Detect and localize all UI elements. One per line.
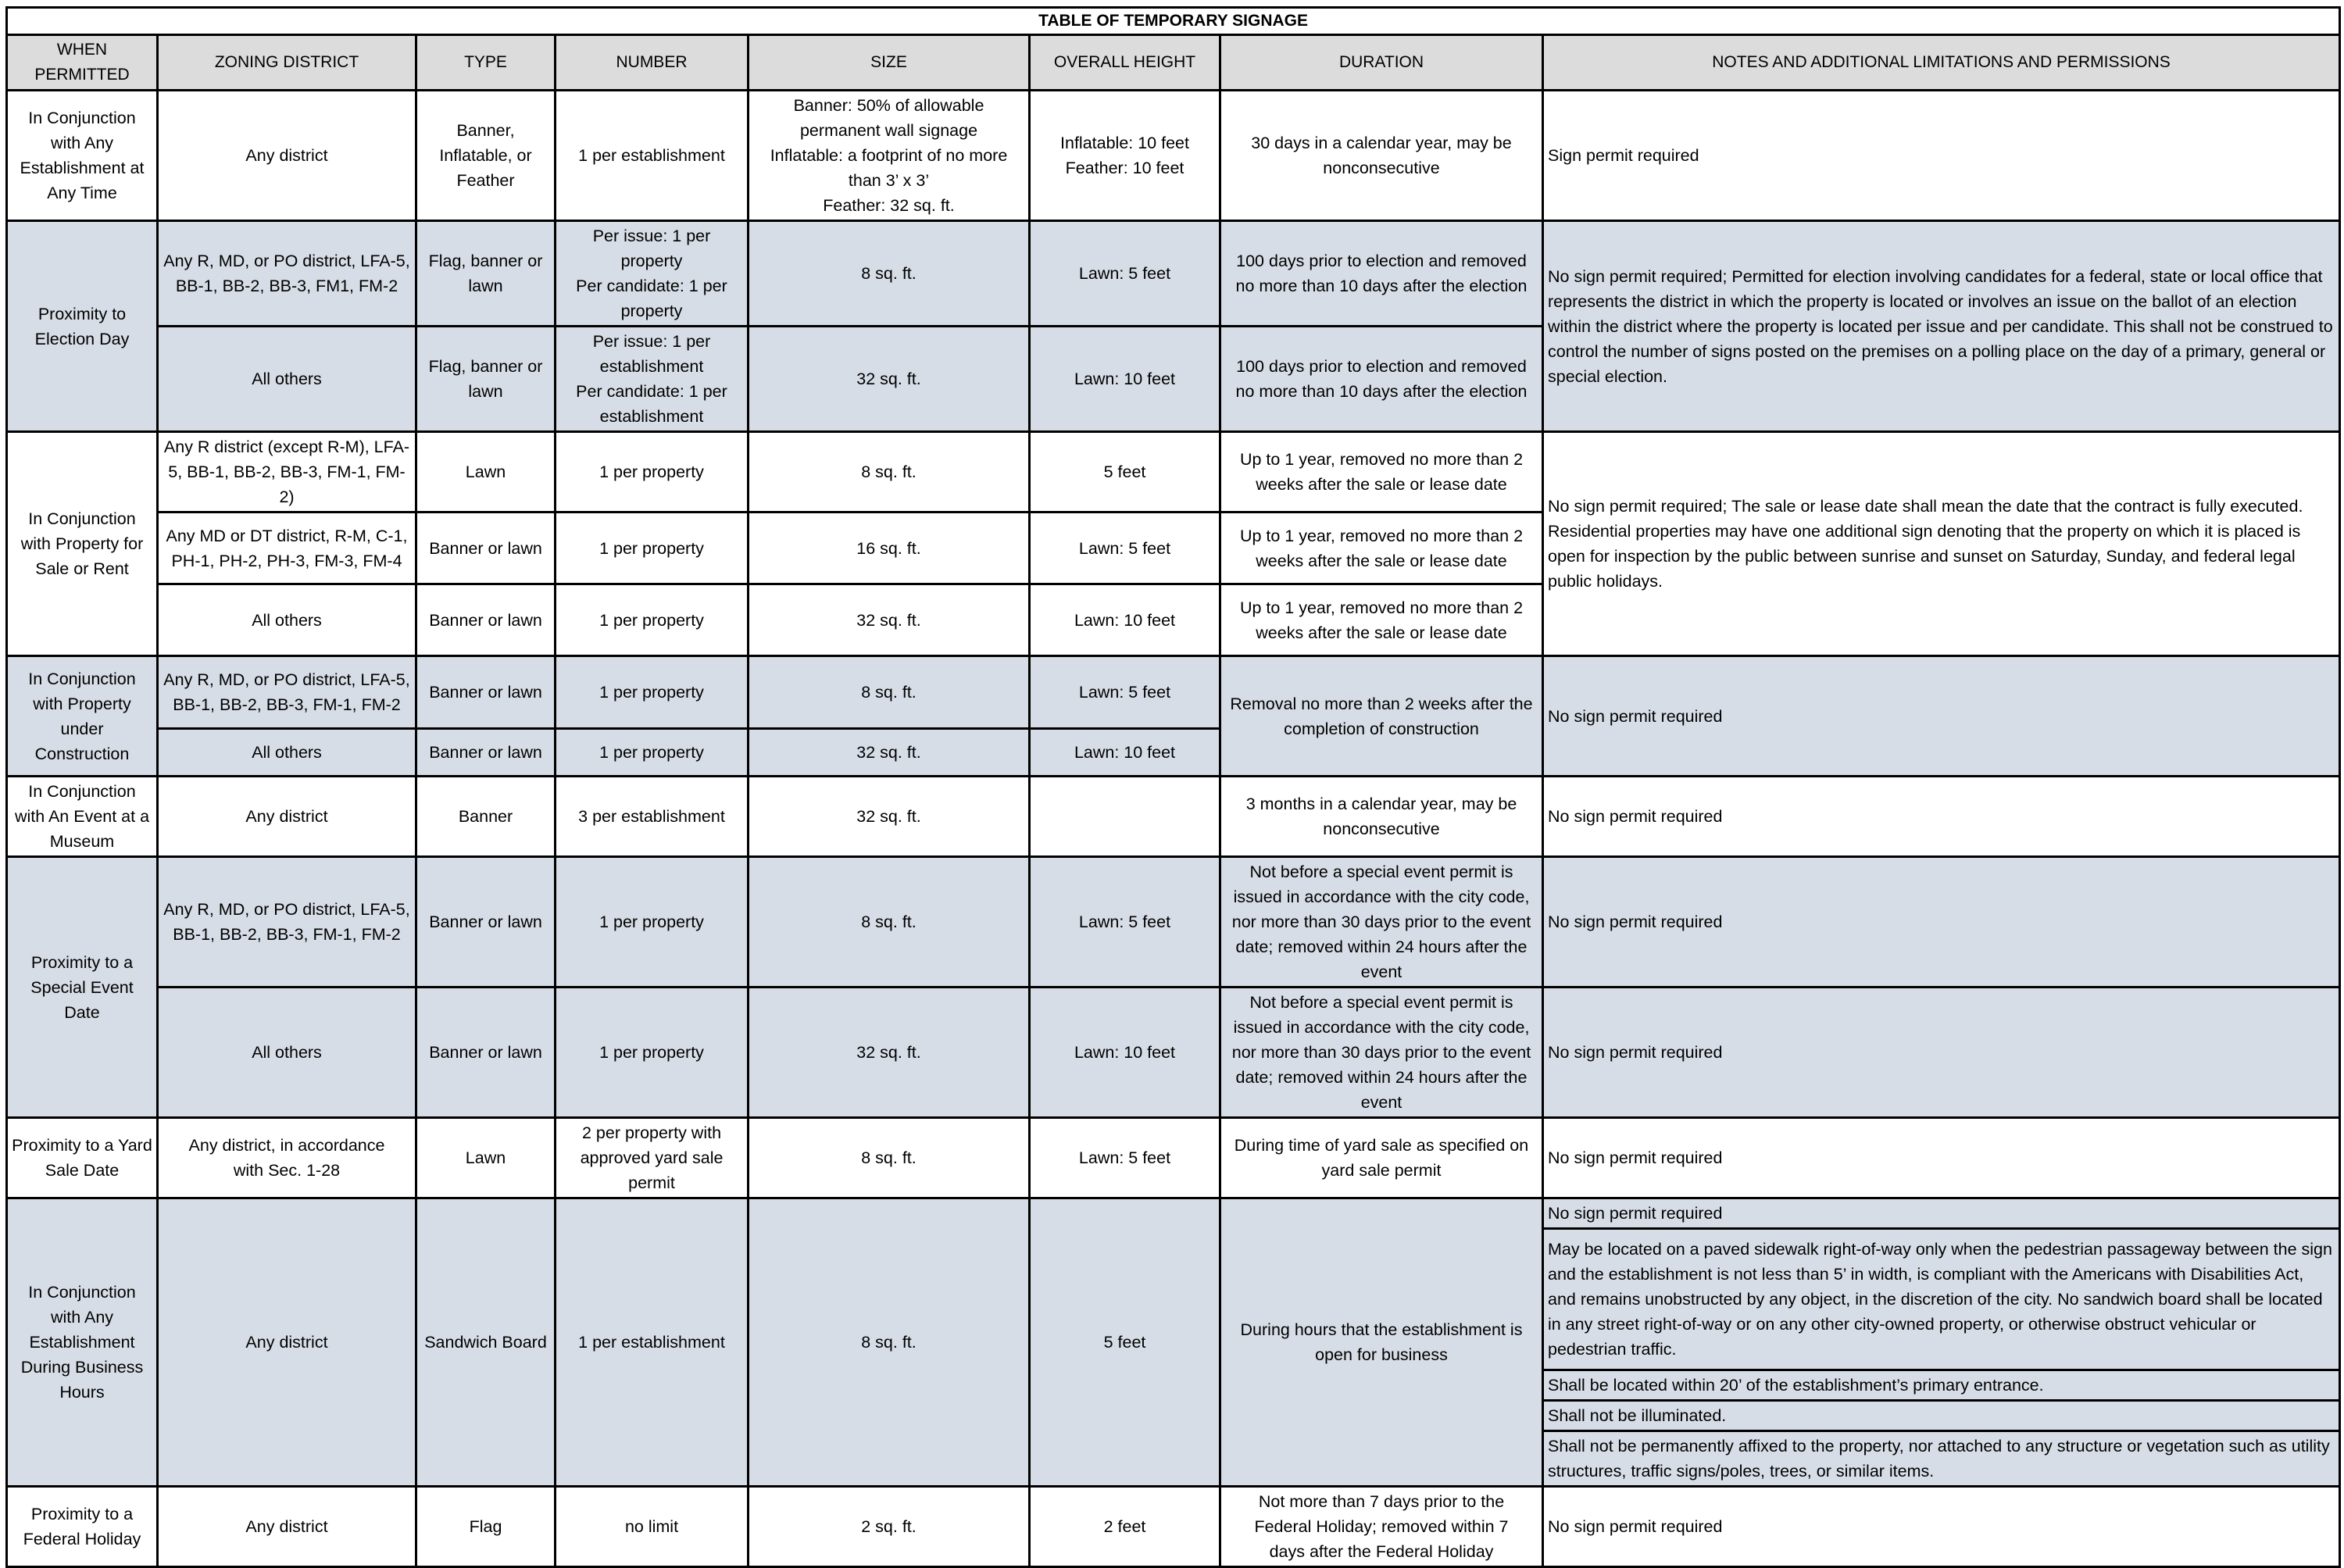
type-cell: Banner or lawn xyxy=(416,584,556,656)
number-cell: 3 per establishment xyxy=(556,777,749,857)
duration-cell: During time of yard sale as specified on yard sale permit xyxy=(1220,1118,1543,1198)
when-permitted-cell: Proximity to a Yard Sale Date xyxy=(7,1118,158,1198)
when-permitted-cell: In Conjunction with Any Establishment During Business Hours xyxy=(7,1198,158,1487)
col-header-when-permitted: WHEN PERMITTED xyxy=(7,35,158,91)
notes-cell: No sign permit required xyxy=(1543,656,2340,777)
table-row xyxy=(7,777,2340,857)
duration-cell: Not before a special event permit is issued in accordance with the city code, nor more than 30 days prior to the event date; removed within 24 hours after the event xyxy=(1220,988,1543,1118)
table-title: TABLE OF TEMPORARY SIGNAGE xyxy=(7,8,2340,35)
duration-cell: Removal no more than 2 weeks after the completion of construction xyxy=(1220,656,1543,777)
duration-cell: Not before a special event permit is issued in accordance with the city code, nor more than 30 days prior to the event date; removed within 24 hours after the event xyxy=(1220,857,1543,988)
height-cell: Lawn: 5 feet xyxy=(1030,857,1220,988)
size-cell: 32 sq. ft. xyxy=(749,584,1030,656)
table-row xyxy=(7,432,2340,513)
zoning-cell: Any district xyxy=(158,91,416,221)
type-cell: Flag, banner or lawn xyxy=(416,327,556,432)
number-cell: 1 per property xyxy=(556,729,749,777)
size-cell: 8 sq. ft. xyxy=(749,1198,1030,1487)
table-row xyxy=(7,1487,2340,1567)
duration-cell: 30 days in a calendar year, may be nonconsecutive xyxy=(1220,91,1543,221)
type-cell: Banner or lawn xyxy=(416,513,556,584)
duration-cell: 3 months in a calendar year, may be nonconsecutive xyxy=(1220,777,1543,857)
number-cell: Per issue: 1 per property Per candidate: 1 per property xyxy=(556,221,749,327)
height-cell: Lawn: 5 feet xyxy=(1030,656,1220,729)
number-cell: 1 per property xyxy=(556,857,749,988)
size-cell: 16 sq. ft. xyxy=(749,513,1030,584)
when-permitted-cell: Proximity to a Special Event Date xyxy=(7,857,158,1118)
type-cell: Lawn xyxy=(416,432,556,513)
table-row xyxy=(7,656,2340,729)
when-permitted-cell: In Conjunction with Any Establishment at Any Time xyxy=(7,91,158,221)
col-header-type: TYPE xyxy=(416,35,556,91)
table-row xyxy=(7,221,2340,327)
zoning-cell: Any R, MD, or PO district, LFA-5, BB-1, BB-2, BB-3, FM1, FM-2 xyxy=(158,221,416,327)
table-row xyxy=(7,1118,2340,1198)
type-cell: Flag xyxy=(416,1487,556,1567)
number-cell: 1 per establishment xyxy=(556,91,749,221)
size-cell: 8 sq. ft. xyxy=(749,432,1030,513)
size-cell: 2 sq. ft. xyxy=(749,1487,1030,1567)
duration-cell: Up to 1 year, removed no more than 2 weeks after the sale or lease date xyxy=(1220,513,1543,584)
type-cell: Banner or lawn xyxy=(416,656,556,729)
temporary-signage-table xyxy=(5,6,2341,1568)
number-cell: Per issue: 1 per establishment Per candidate: 1 per establishment xyxy=(556,327,749,432)
height-cell: Lawn: 10 feet xyxy=(1030,327,1220,432)
type-cell: Sandwich Board xyxy=(416,1198,556,1487)
duration-cell: During hours that the establishment is open for business xyxy=(1220,1198,1543,1487)
col-header-overall-height: OVERALL HEIGHT xyxy=(1030,35,1220,91)
notes-cell: Shall be located within 20’ of the establishment’s primary entrance. xyxy=(1543,1370,2340,1401)
duration-cell: Not more than 7 days prior to the Federal Holiday; removed within 7 days after the Federal Holiday xyxy=(1220,1487,1543,1567)
number-cell: no limit xyxy=(556,1487,749,1567)
zoning-cell: Any district, in accordance with Sec. 1-28 xyxy=(158,1118,416,1198)
type-cell: Lawn xyxy=(416,1118,556,1198)
size-cell: 8 sq. ft. xyxy=(749,221,1030,327)
zoning-cell: Any R, MD, or PO district, LFA-5, BB-1, BB-2, BB-3, FM-1, FM-2 xyxy=(158,656,416,729)
type-cell: Flag, banner or lawn xyxy=(416,221,556,327)
zoning-cell: All others xyxy=(158,584,416,656)
number-cell: 1 per property xyxy=(556,584,749,656)
zoning-cell: Any district xyxy=(158,1487,416,1567)
zoning-cell: All others xyxy=(158,729,416,777)
size-cell: 8 sq. ft. xyxy=(749,656,1030,729)
duration-cell: 100 days prior to election and removed no more than 10 days after the election xyxy=(1220,327,1543,432)
notes-cell: No sign permit required xyxy=(1543,777,2340,857)
height-cell: 5 feet xyxy=(1030,1198,1220,1487)
col-header-number: NUMBER xyxy=(556,35,749,91)
notes-cell: No sign permit required xyxy=(1543,1118,2340,1198)
height-cell: Lawn: 10 feet xyxy=(1030,729,1220,777)
notes-cell: May be located on a paved sidewalk right-of-way only when the pedestrian passageway between the sign and the establishment is not less than 5’ in width, is compliant with the Americans with Disabilities Act, and remains unobstructed by any object, in the discretion of the city. No sandwich board shall be located in any street right-of-way or on any other city-owned property, or otherwise obstruct vehicular or pedestrian traffic. xyxy=(1543,1229,2340,1370)
when-permitted-cell: In Conjunction with Property under Construction xyxy=(7,656,158,777)
notes-cell: No sign permit required; The sale or lease date shall mean the date that the contract is fully executed. Residential properties may have one additional sign denoting that the property on which it is placed is open for inspection by the public between sunrise and sunset on Saturday, Sunday, and federal legal public holidays. xyxy=(1543,432,2340,656)
col-header-duration: DURATION xyxy=(1220,35,1543,91)
height-cell xyxy=(1030,777,1220,857)
number-cell: 1 per property xyxy=(556,432,749,513)
notes-cell: Shall not be illuminated. xyxy=(1543,1401,2340,1431)
height-cell: Lawn: 10 feet xyxy=(1030,584,1220,656)
zoning-cell: Any district xyxy=(158,1198,416,1487)
type-cell: Banner xyxy=(416,777,556,857)
zoning-cell: All others xyxy=(158,988,416,1118)
size-cell: 32 sq. ft. xyxy=(749,988,1030,1118)
zoning-cell: Any district xyxy=(158,777,416,857)
height-cell: Lawn: 5 feet xyxy=(1030,221,1220,327)
duration-cell: 100 days prior to election and removed no more than 10 days after the election xyxy=(1220,221,1543,327)
when-permitted-cell: In Conjunction with An Event at a Museum xyxy=(7,777,158,857)
type-cell: Banner or lawn xyxy=(416,729,556,777)
number-cell: 1 per property xyxy=(556,513,749,584)
notes-cell: No sign permit required xyxy=(1543,1198,2340,1229)
type-cell: Banner or lawn xyxy=(416,988,556,1118)
table-row xyxy=(7,857,2340,988)
zoning-cell: All others xyxy=(158,327,416,432)
duration-cell: Up to 1 year, removed no more than 2 weeks after the sale or lease date xyxy=(1220,584,1543,656)
col-header-size: SIZE xyxy=(749,35,1030,91)
zoning-cell: Any R, MD, or PO district, LFA-5, BB-1, BB-2, BB-3, FM-1, FM-2 xyxy=(158,857,416,988)
height-cell: 2 feet xyxy=(1030,1487,1220,1567)
size-cell: 8 sq. ft. xyxy=(749,1118,1030,1198)
number-cell: 2 per property with approved yard sale permit xyxy=(556,1118,749,1198)
size-cell: 32 sq. ft. xyxy=(749,729,1030,777)
when-permitted-cell: Proximity to Election Day xyxy=(7,221,158,432)
type-cell: Banner or lawn xyxy=(416,857,556,988)
height-cell: Lawn: 5 feet xyxy=(1030,1118,1220,1198)
notes-cell: No sign permit required xyxy=(1543,1487,2340,1567)
height-cell: 5 feet xyxy=(1030,432,1220,513)
zoning-cell: Any MD or DT district, R-M, C-1, PH-1, PH-2, PH-3, FM-3, FM-4 xyxy=(158,513,416,584)
zoning-cell: Any R district (except R-M), LFA- 5, BB-1, BB-2, BB-3, FM-1, FM-2) xyxy=(158,432,416,513)
col-header-notes: NOTES AND ADDITIONAL LIMITATIONS AND PERMISSIONS xyxy=(1543,35,2340,91)
size-cell: Banner: 50% of allowable permanent wall signage Inflatable: a footprint of no more than 3’ x 3’ Feather: 32 sq. ft. xyxy=(749,91,1030,221)
table-row xyxy=(7,1198,2340,1229)
notes-cell: No sign permit required xyxy=(1543,857,2340,988)
notes-cell: No sign permit required; Permitted for election involving candidates for a federal, state or local office that represents the district in which the property is located or involves an issue on the ballot of an election within the district where the property is located per issue and per candidate. This shall not be construed to control the number of signs posted on the premises on a polling place on the day of a primary, general or special election. xyxy=(1543,221,2340,432)
notes-cell: Shall not be permanently affixed to the property, nor attached to any structure or vegetation such as utility structures, traffic signs/poles, trees, or similar items. xyxy=(1543,1431,2340,1487)
height-cell: Lawn: 5 feet xyxy=(1030,513,1220,584)
when-permitted-cell: In Conjunction with Property for Sale or Rent xyxy=(7,432,158,656)
table-row xyxy=(7,988,2340,1118)
notes-cell: Sign permit required xyxy=(1543,91,2340,221)
when-permitted-cell: Proximity to a Federal Holiday xyxy=(7,1487,158,1567)
number-cell: 1 per property xyxy=(556,656,749,729)
size-cell: 32 sq. ft. xyxy=(749,327,1030,432)
notes-cell: No sign permit required xyxy=(1543,988,2340,1118)
height-cell: Inflatable: 10 feet Feather: 10 feet xyxy=(1030,91,1220,221)
table-row xyxy=(7,91,2340,221)
duration-cell: Up to 1 year, removed no more than 2 weeks after the sale or lease date xyxy=(1220,432,1543,513)
size-cell: 8 sq. ft. xyxy=(749,857,1030,988)
height-cell: Lawn: 10 feet xyxy=(1030,988,1220,1118)
number-cell: 1 per establishment xyxy=(556,1198,749,1487)
size-cell: 32 sq. ft. xyxy=(749,777,1030,857)
number-cell: 1 per property xyxy=(556,988,749,1118)
col-header-zoning-district: ZONING DISTRICT xyxy=(158,35,416,91)
type-cell: Banner, Inflatable, or Feather xyxy=(416,91,556,221)
